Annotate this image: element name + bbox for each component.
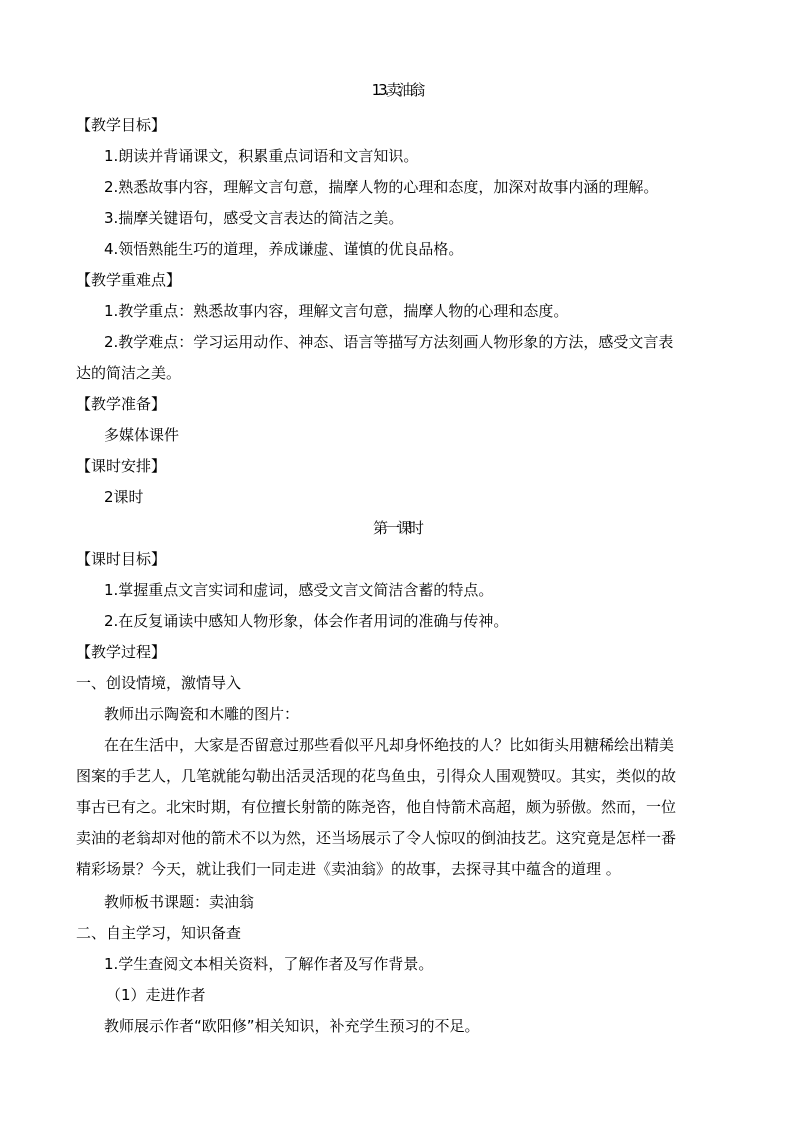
lesson-goal-item: 2.在反复诵读中感知人物形象，体会作者用词的准确与传神。 — [104, 612, 509, 630]
paragraph-line: 在在生活中，大家是否留意过那些看似平凡却身怀绝技的人？比如街头用糖稀绘出精美 — [104, 736, 675, 754]
document-title: 13.卖油翁 — [371, 81, 423, 99]
paragraph-line: 卖油的老翁却对他的箭术不以为然，还当场展示了令人惊叹的倒油技艺。这究竟是怎样一番 — [76, 829, 677, 847]
process-heading: 【教学过程】 — [76, 643, 167, 661]
paragraph: 教师出示陶瓷和木雕的图片： — [104, 705, 300, 723]
schedule-text: 2课时 — [104, 488, 144, 506]
key-point-item-continued: 达的简洁之美。 — [76, 364, 182, 382]
goal-item: 1.朗读并背诵课文，积累重点词语和文言知识。 — [104, 147, 419, 165]
paragraph-line: 精彩场景？今天，就让我们一同走进《卖油翁》的故事，去探寻其中蕴含的道理 。 — [76, 860, 621, 878]
schedule-heading: 【课时安排】 — [76, 457, 167, 475]
section-heading: 二、自主学习，知识备查 — [76, 924, 242, 942]
lesson-title: 第一课时 — [372, 519, 421, 537]
preparation-heading: 【教学准备】 — [76, 395, 167, 413]
paragraph: （1）走进作者 — [106, 986, 206, 1004]
goal-item: 4.领悟熟能生巧的道理，养成谦虚、谨慎的优良品格。 — [104, 240, 464, 258]
key-point-item: 2.教学难点：学习运用动作、神态、语言等描写方法刻画人物形象的方法，感受文言表 — [104, 333, 674, 351]
paragraph-line: 图案的手艺人，几笔就能勾勒出活灵活现的花鸟鱼虫，引得众人围观赞叹。其实，类似的故 — [76, 767, 677, 785]
key-point-item: 1.教学重点：熟悉故事内容，理解文言句意，揣摩人物的心理和态度。 — [104, 302, 569, 320]
goals-heading: 【教学目标】 — [76, 116, 167, 134]
preparation-text: 多媒体课件 — [104, 426, 180, 444]
paragraph: 教师展示作者“欧阳修”相关知识，补充学生预习的不足。 — [104, 1017, 480, 1035]
goal-item: 3.揣摩关键语句，感受文言表达的简洁之美。 — [104, 209, 404, 227]
goal-item: 2.熟悉故事内容，理解文言句意，揣摩人物的心理和态度，加深对故事内涵的理解。 — [104, 178, 659, 196]
paragraph: 教师板书课题：卖油翁 — [104, 893, 255, 911]
lesson-goal-item: 1.掌握重点文言实词和虚词，感受文言文简洁含蓄的特点。 — [104, 581, 494, 599]
paragraph: 1.学生查阅文本相关资料，了解作者及写作背景。 — [104, 955, 434, 973]
key-points-heading: 【教学重难点】 — [76, 271, 182, 289]
paragraph-line: 事古已有之。北宋时期，有位擅长射箭的陈尧咨，他自恃箭术高超，颇为骄傲。然而，一位 — [76, 798, 677, 816]
section-heading: 一、创设情境，激情导入 — [76, 674, 242, 692]
lesson-goals-heading: 【课时目标】 — [76, 550, 167, 568]
